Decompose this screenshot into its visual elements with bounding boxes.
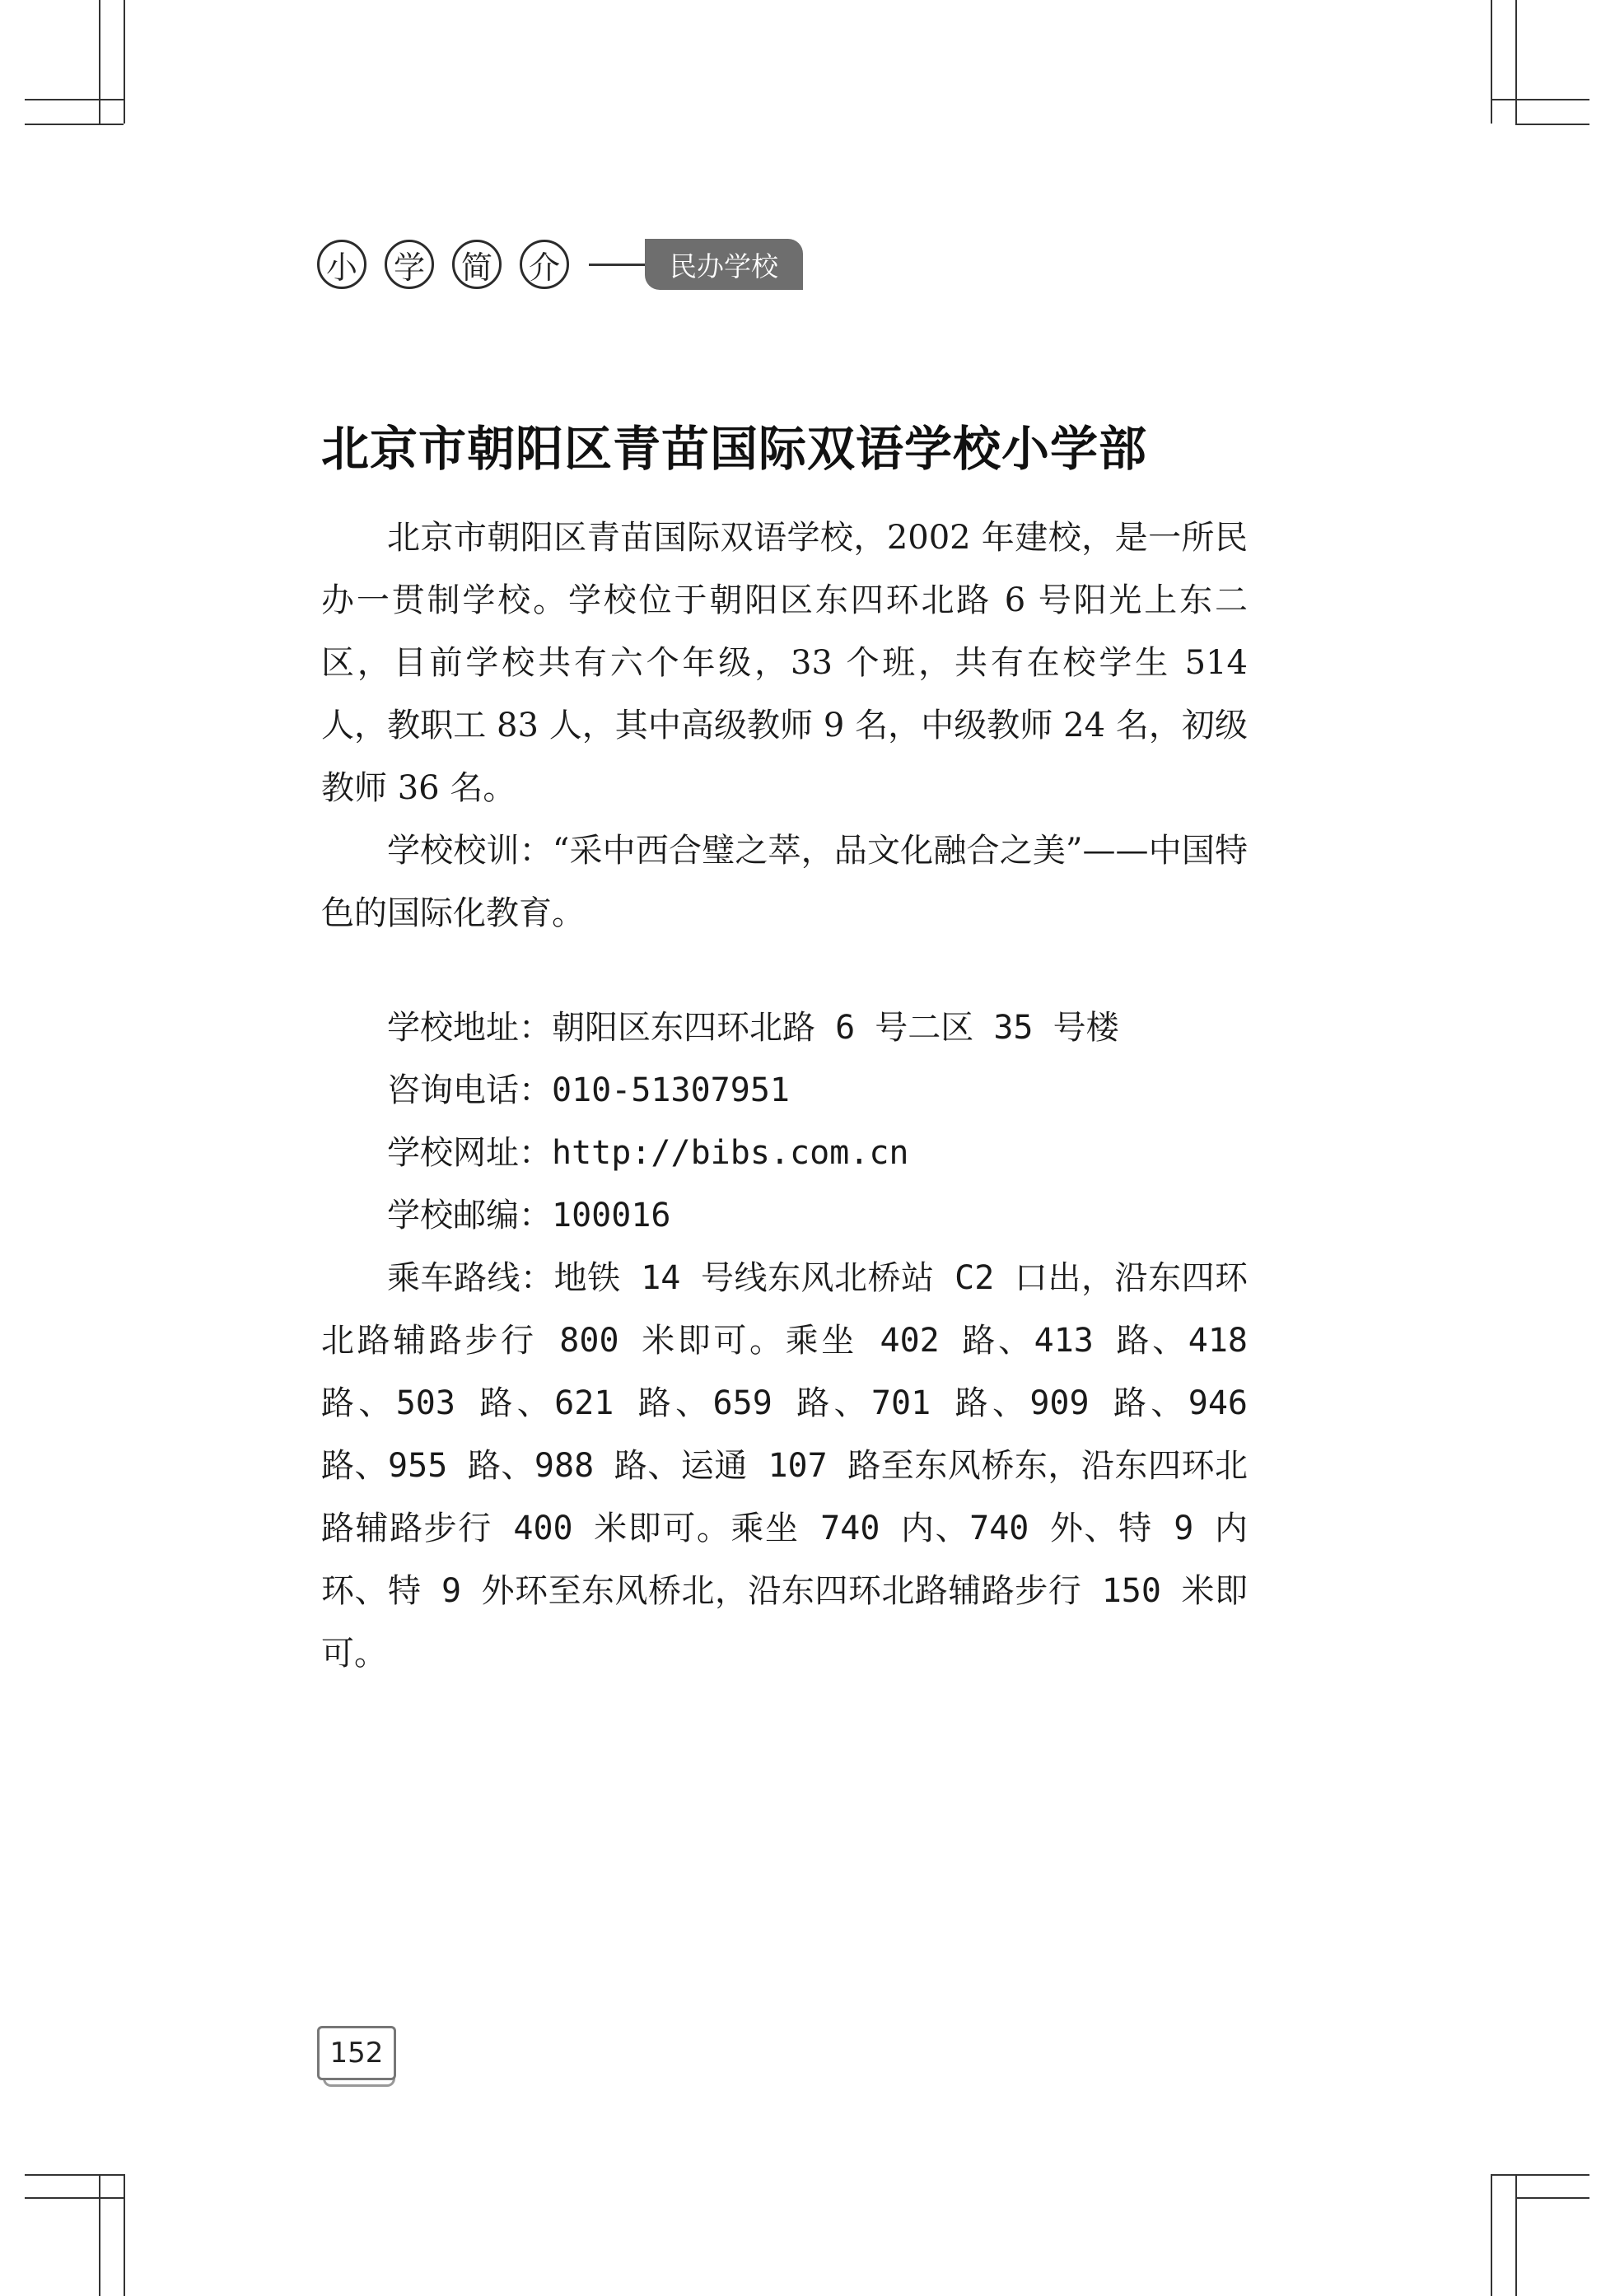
address-label: 学校地址： xyxy=(387,1009,552,1047)
route-label: 乘车路线： xyxy=(387,1259,554,1297)
crop-mark xyxy=(25,124,124,125)
route-value: 地铁 14 号线东风北桥站 C2 口出，沿东四环北路辅路步行 800 米即可。乘坐 402 路、413 路、418 路、503 路、621 路、659 路、701 路、909 路、946 路、955 路、988 路、运通 107 路至东风桥东，沿东四环北路辅路步行 400 米即可。乘坐 740 内、740 外、特 9 内环、特 9 外环至东风桥北，沿东四环北路辅路步行 150 米即可。 xyxy=(321,1259,1249,1673)
paragraph: 学校校训：“采中西合璧之萃，品文化融合之美”——中国特色的国际化教育。 xyxy=(321,832,1248,932)
page-number: 152 xyxy=(317,2026,396,2080)
header-char: 小 xyxy=(317,240,366,289)
address-value: 朝阳区东四环北路 6 号二区 35 号楼 xyxy=(552,1009,1119,1047)
crop-mark xyxy=(25,2174,124,2176)
crop-mark xyxy=(99,2174,100,2296)
header-divider xyxy=(589,264,645,266)
crop-mark xyxy=(1515,2174,1517,2296)
header-char: 介 xyxy=(520,240,569,289)
crop-mark xyxy=(1491,2174,1492,2296)
crop-mark xyxy=(124,0,125,124)
crop-mark xyxy=(124,2174,125,2296)
postcode-row xyxy=(321,1184,1248,1247)
crop-mark xyxy=(1491,99,1589,100)
crop-mark xyxy=(99,0,100,124)
paragraph: 北京市朝阳区青苗国际双语学校，2002 年建校，是一所民办一贯制学校。学校位于朝阳区东四环北路 6 号阳光上东二区，目前学校共有六个年级，33 个班，共有在校学生 514 人，教职工 83 人，其中高级教师 9 名，中级教师 24 名，初级教师 36 名。 xyxy=(321,519,1248,807)
phone-row xyxy=(321,1059,1248,1122)
crop-mark xyxy=(1515,0,1517,124)
category-tag: 民办学校 xyxy=(645,239,803,290)
contact-info xyxy=(321,996,1248,1685)
crop-mark xyxy=(25,99,124,100)
crop-mark xyxy=(25,2197,124,2199)
address-row xyxy=(321,996,1248,1059)
intro-text xyxy=(321,506,1248,945)
website-value: http://bibs.com.cn xyxy=(552,1134,909,1172)
crop-mark xyxy=(1491,0,1492,124)
header-char: 简 xyxy=(452,240,502,289)
phone-value: 010-51307951 xyxy=(552,1071,790,1109)
crop-mark xyxy=(1515,2197,1589,2199)
header-char: 学 xyxy=(385,240,434,289)
crop-mark xyxy=(1491,2174,1589,2176)
crop-mark xyxy=(1515,124,1589,125)
postcode-value: 100016 xyxy=(552,1197,671,1234)
page-title: 北京市朝阳区青苗国际双语学校小学部 xyxy=(321,421,1148,477)
postcode-label: 学校邮编： xyxy=(387,1197,552,1234)
route-row xyxy=(321,1247,1248,1685)
website-label: 学校网址： xyxy=(387,1134,552,1172)
phone-label: 咨询电话： xyxy=(387,1071,552,1109)
section-header xyxy=(317,236,803,293)
website-row xyxy=(321,1122,1248,1184)
